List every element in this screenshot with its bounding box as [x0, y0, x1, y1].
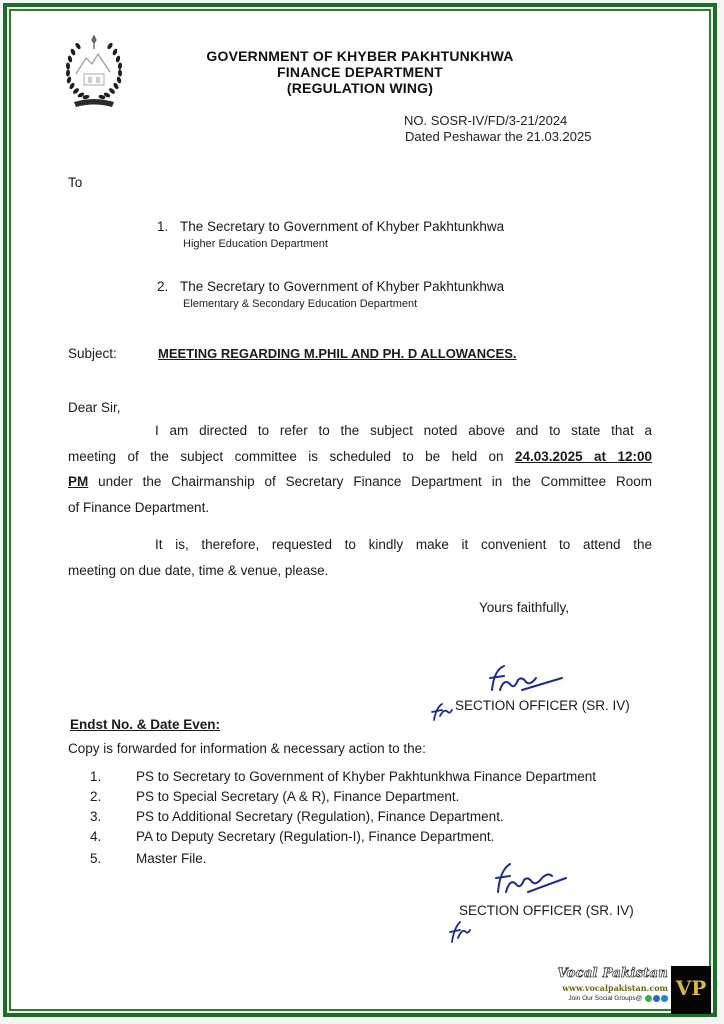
signatory-2: SECTION OFFICER (SR. IV) [459, 903, 634, 918]
para2-line2: meeting on due date, time & venue, please. [68, 563, 329, 578]
vocal-pakistan-watermark [548, 966, 712, 1014]
endorsement-1-text: PS to Secretary to Government of Khyber Pakhtunkhwa Finance Department [136, 769, 596, 784]
endorsement-intro: Copy is forwarded for information & necessary action to the: [68, 741, 426, 756]
addressee-2-department: Elementary & Secondary Education Department [183, 298, 418, 310]
letterhead-wing: (REGULATION WING) [286, 80, 434, 96]
endorsement-4-number: 4. [90, 829, 102, 844]
reference-number: NO. SOSR-IV/FD/3-21/2024 [404, 113, 568, 128]
signature-1-icon [482, 660, 572, 700]
endorsement-5-number: 5. [90, 851, 102, 866]
watermark-join-text: Join Our Social Groups@ [568, 995, 643, 1003]
para1-line3-text: under the Chairmanship of Secretary Finance Department in the Committee Room [98, 474, 652, 489]
closing: Yours faithfully, [479, 600, 570, 615]
whatsapp-icon [645, 995, 652, 1002]
addressee-2-title: The Secretary to Government of Khyber Pakhtunkhwa [180, 279, 505, 294]
watermark-join [548, 995, 668, 1002]
addressee-1-department: Higher Education Department [183, 238, 328, 250]
vocal-pakistan-logo-icon: VP [671, 966, 711, 1014]
para1-line2 [68, 449, 652, 464]
for-initial-1-icon [430, 700, 456, 722]
watermark-url: www.vocalpakistan.com [562, 983, 668, 993]
para1-line2-text: meeting of the subject committee is scheduled to be held on [68, 449, 504, 464]
signatory-1: SECTION OFFICER (SR. IV) [455, 698, 630, 713]
endorsement-heading: Endst No. & Date Even: [70, 717, 221, 732]
meeting-time-pm: PM [68, 474, 89, 489]
endorsement-5-text: Master File. [136, 851, 207, 866]
meeting-date-time: 24.03.2025 at 12:00 [515, 449, 652, 464]
endorsement-3-text: PS to Additional Secretary (Regulation), Finance Department. [136, 809, 504, 824]
facebook-icon [653, 995, 660, 1002]
para1-line4: of Finance Department. [68, 500, 210, 515]
kp-government-emblem-icon [64, 34, 124, 112]
para1-line3 [68, 474, 652, 489]
subject-text: MEETING REGARDING M.PHIL AND PH. D ALLOWANCES. [158, 346, 517, 361]
letterhead-department: FINANCE DEPARTMENT [277, 64, 443, 80]
reference-date: Dated Peshawar the 21.03.2025 [405, 129, 592, 144]
endorsement-2-text: PS to Special Secretary (A & R), Finance Department. [136, 789, 460, 804]
endorsement-4-text: PA to Deputy Secretary (Regulation-I), Finance Department. [136, 829, 495, 844]
endorsement-3-number: 3. [90, 809, 102, 824]
for-initial-2-icon [448, 918, 474, 944]
signature-2-icon [488, 858, 578, 902]
addressee-1-number: 1. [157, 219, 169, 234]
para1-line1: I am directed to refer to the subject noted above and to state that a [155, 423, 652, 438]
endorsement-2-number: 2. [90, 789, 102, 804]
para2-line1: It is, therefore, requested to kindly make it convenient to attend the [155, 537, 652, 552]
watermark-title: Vocal Pakistan [557, 966, 668, 981]
linkedin-icon [661, 995, 668, 1002]
letterhead-government: GOVERNMENT OF KHYBER PAKHTUNKHWA [206, 48, 514, 64]
addressee-1-title: The Secretary to Government of Khyber Pakhtunkhwa [180, 219, 505, 234]
subject-label: Subject: [68, 346, 117, 361]
salutation: Dear Sir, [68, 400, 121, 415]
to-label: To [68, 175, 83, 190]
endorsement-1-number: 1. [90, 769, 102, 784]
addressee-2-number: 2. [157, 279, 169, 294]
